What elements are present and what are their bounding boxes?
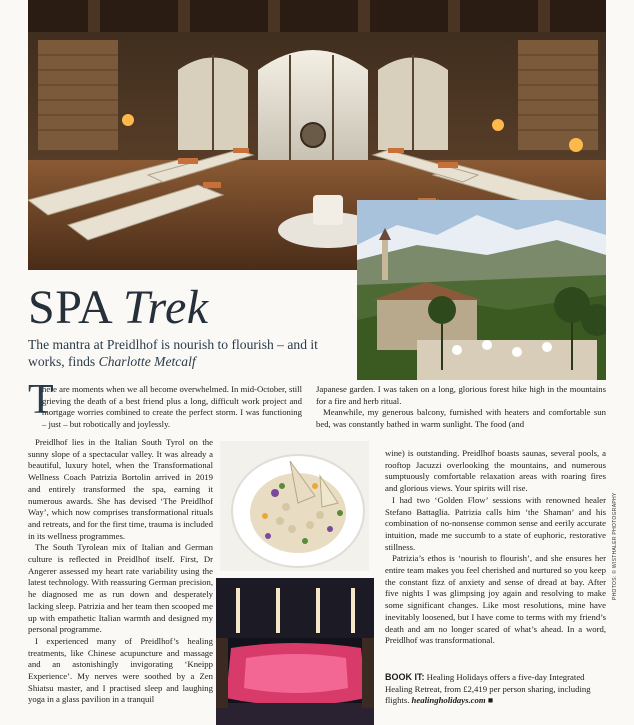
photo-credit: PHOTOS: © WISTHALER PHOTOGRAPHY — [612, 492, 618, 600]
bookit-website-link[interactable]: healingholidays.com — [411, 695, 486, 706]
title-main: SPA — [28, 281, 111, 334]
bookit-text: Healing Holidays offers a five-day Integrated Healing Retreat, from £2,419 per person sharing, including flights. — [385, 672, 591, 706]
author-name: Charlotte Metcalf — [98, 354, 196, 369]
body-paragraph: The South Tyrolean mix of Italian and German culture is reflected in Preidlhof itself. First, Dr Angerer assessed my heart rate variability using the latest technology. With reassuring German precision, he diagnosed me as run down and desperately lacking sleep. Patrizia and her team then scooped me up with empathetic Italian warmth and designed my personal programme. — [28, 542, 213, 635]
body-column-2 — [385, 448, 606, 647]
booking-info — [385, 672, 606, 707]
standfirst-text: The mantra at Preidlhof is nourish to flourish – and it works, finds — [28, 337, 318, 369]
body-paragraph: Meanwhile, my generous balcony, furnished with heaters and comfortable sun bed, was constantly bathed in warm sunlight. The food (and — [316, 407, 606, 430]
drop-cap: T — [28, 377, 54, 423]
bookit-label: BOOK IT: — [385, 672, 425, 682]
article-title — [28, 283, 348, 333]
end-mark-icon: ■ — [487, 695, 494, 706]
standfirst — [28, 336, 348, 370]
body-column-2-top — [316, 384, 606, 431]
pool-photo — [216, 578, 374, 725]
body-paragraph: Preidlhof lies in the Italian South Tyrol on the sunny slope of a spectacular valley. It was already a beautiful, luxury hotel, when the Transformational Wellness Coach Patrizia Bortolin arrived in 2019 and entirely transformed the spa, earning it numerous awards. She has devised ‘The Preidlhof Way’, which now comprises transformational rituals and retreats, and for the first time, trauma is included in its wellness programmes. — [28, 437, 213, 541]
body-paragraph: I experienced many of Preidlhof’s healing treatments, like Chinese acupuncture and massage and an astonishingly invigorating ‘Kneipp Experience’. My nerves were soothed by a Zen Shiatsu master, and I practised sleep and laughing yoga in a glass pavilion in a tranquil — [28, 635, 213, 705]
body-paragraph: here are moments when we all become overwhelmed. In mid-October, still grieving the death of a best friend plus a long, difficult work project and mortgage worries combined to create the perfect storm. I was functioning – just – but robotically and joylessly. — [42, 384, 302, 430]
mountain-terrace-photo — [357, 200, 606, 380]
body-paragraph: Japanese garden. I was taken on a long, glorious forest hike high in the mountains for a fire and herb ritual. — [316, 384, 606, 406]
body-paragraph: I had two ‘Golden Flow’ sessions with renowned healer Stefano Battaglia. Patrizia calls him ‘the Shaman’ and his combination of no-nonsense common sense and eerily accurate intuition, made me succumb to a state of euphoric, restorative stillness. — [385, 494, 606, 552]
food-photo — [220, 441, 369, 571]
title-italic: Trek — [123, 281, 209, 334]
body-paragraph: wine) is outstanding. Preidlhof boasts saunas, several pools, a rooftop Jacuzzi overlooking the mountains, and numerous sumptuously comfortable relaxation areas with roaring fires and glorious views. Your spirits will rise. — [385, 448, 606, 494]
body-paragraph: Patrizia’s ethos is ‘nourish to flourish’, and she ensures her entire team makes you feel cherished and nurtured so you keep the constant fizz of anxiety and sense of dread at bay. After five nights I was glimpsing joy again and resolving to make some significant changes. Like most resolutions, mine have inevitably loosened, but I have come to terms with my friend’s death and am no longer scared of what’s ahead. In a word, Preidlhof was transformational. — [385, 553, 606, 646]
body-column-1 — [28, 437, 213, 706]
body-lead — [42, 384, 302, 431]
